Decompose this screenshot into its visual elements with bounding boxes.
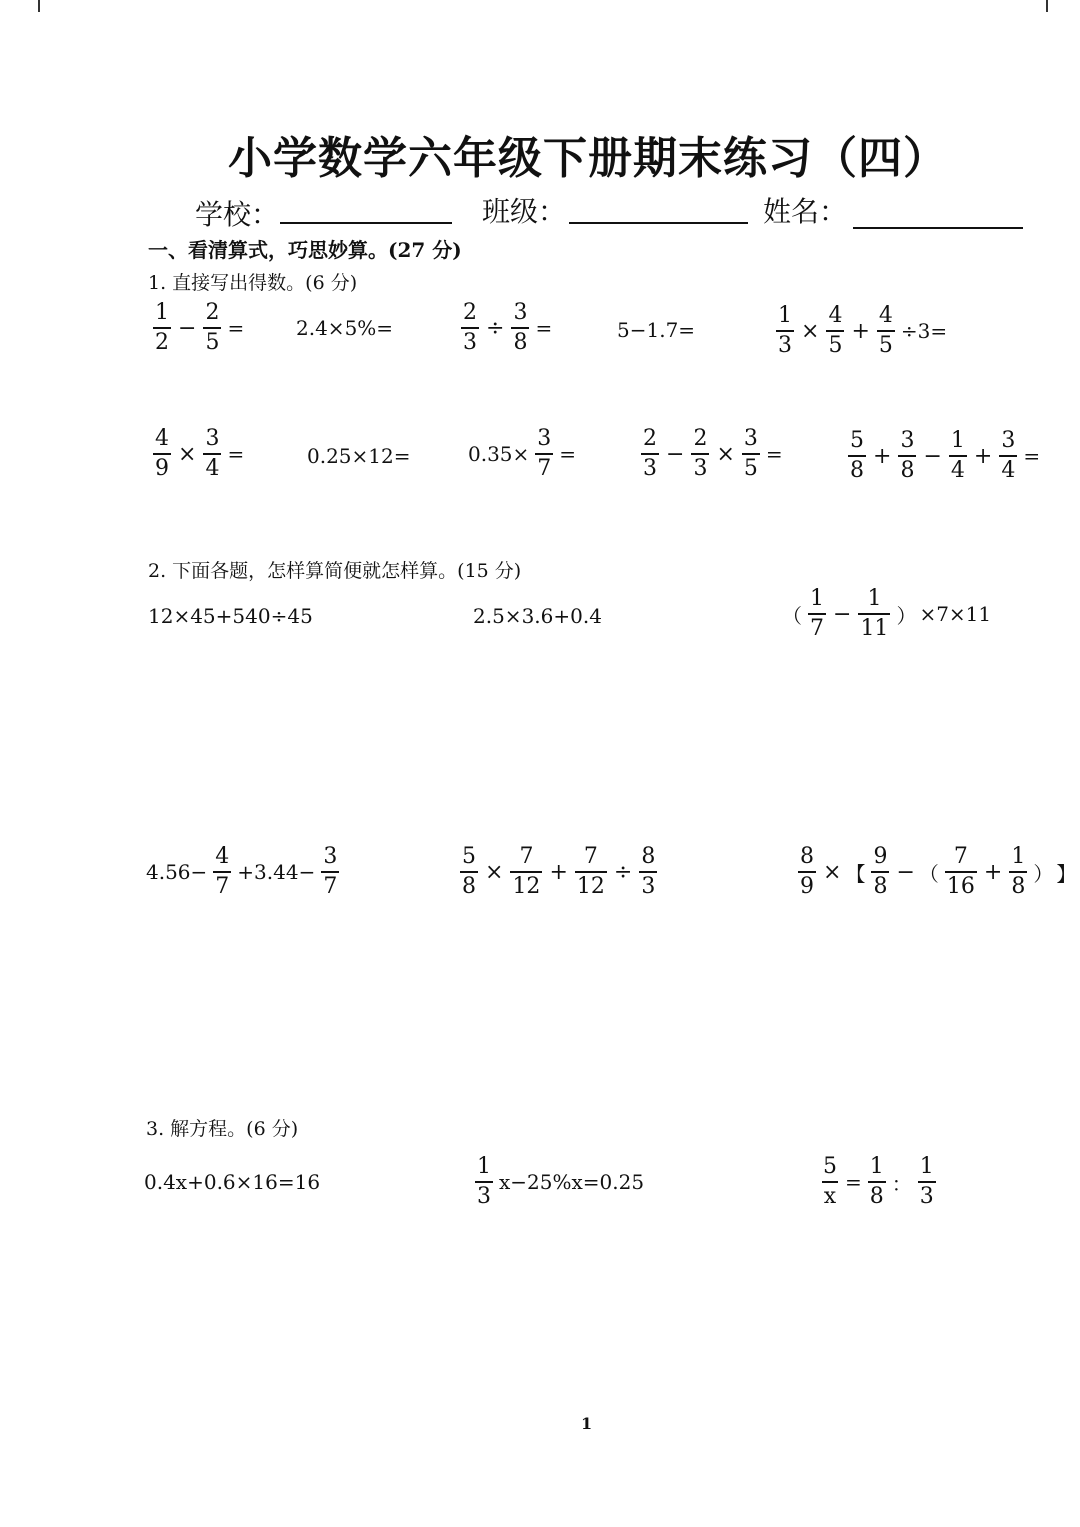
denominator: 5	[877, 330, 895, 357]
numerator: 4	[828, 303, 843, 328]
operator: ÷	[486, 315, 505, 341]
operator: −	[896, 859, 915, 885]
expression-tail: ×7×11	[919, 602, 992, 626]
denominator: 8	[460, 871, 478, 898]
right-bracket: 】	[1056, 861, 1077, 886]
fraction	[918, 1156, 936, 1208]
fraction	[153, 428, 171, 480]
equals-sign: =	[535, 316, 553, 340]
right-parenthesis: ）	[896, 603, 917, 628]
section-1-heading: 一、看清算式，巧思妙算。(27 分)	[148, 238, 462, 262]
question-3-heading: 3. 解方程。(6 分)	[146, 1118, 299, 1140]
page-number: 1	[581, 1414, 593, 1433]
operator: −	[178, 315, 197, 341]
question-1b-item-4	[638, 428, 783, 480]
operator: +	[983, 859, 1003, 885]
question-3-item-3	[818, 1156, 939, 1208]
question-1b-item-1	[150, 428, 244, 480]
operator: ×	[823, 859, 842, 885]
equals-sign: =	[227, 442, 245, 466]
fraction	[898, 430, 916, 482]
numerator: 5	[850, 428, 864, 453]
expression-tail: ÷3=	[900, 319, 948, 343]
denominator: 8	[1009, 871, 1027, 898]
denominator: 7	[213, 871, 231, 898]
fraction	[460, 846, 478, 898]
denominator: 7	[808, 613, 826, 640]
operator: ×	[485, 859, 504, 885]
fraction	[575, 846, 607, 898]
denominator: 8	[868, 1181, 886, 1208]
equals-sign: =	[845, 1170, 862, 1194]
fraction	[461, 302, 479, 354]
operator: ÷	[613, 859, 633, 885]
denominator: 3	[776, 330, 794, 357]
question-2-item-4	[146, 846, 342, 898]
fraction	[203, 302, 221, 354]
denominator: 3	[691, 453, 709, 480]
fraction	[511, 302, 529, 354]
question-2-heading: 2. 下面各题，怎样算简便就怎样算。(15 分)	[148, 560, 522, 582]
numerator: 1	[477, 1154, 491, 1179]
expression-tail: x−25%x=0.25	[499, 1170, 645, 1194]
class-label: 班级：	[482, 195, 567, 228]
question-2-item-3	[782, 588, 991, 640]
question-1a-item-1	[150, 302, 244, 354]
numerator: 4	[878, 303, 893, 328]
fraction	[213, 846, 231, 898]
fraction	[871, 846, 889, 898]
equals-sign: =	[765, 442, 783, 466]
numerator: 2	[693, 426, 708, 451]
scan-mark-left	[38, 0, 40, 12]
numerator: 3	[900, 428, 915, 453]
fraction	[868, 1156, 886, 1208]
denominator: 8	[511, 327, 529, 354]
numerator: 3	[1001, 428, 1016, 453]
numerator: 1	[919, 1154, 934, 1179]
numerator: 4	[215, 844, 230, 869]
fraction	[798, 846, 816, 898]
question-1a-item-3	[458, 302, 552, 354]
denominator: x	[822, 1181, 838, 1208]
denominator: 2	[153, 327, 171, 354]
name-label: 姓名：	[763, 195, 848, 228]
question-1b-item-2: 0.25×12=	[307, 444, 411, 468]
ratio-colon: ：	[891, 1171, 912, 1196]
question-1a-item-2: 2.4×5%=	[296, 316, 394, 340]
fraction	[826, 305, 844, 357]
fraction	[742, 428, 760, 480]
fraction	[1009, 846, 1027, 898]
operator: −	[666, 441, 685, 467]
question-2-item-1: 12×45+540÷45	[148, 604, 313, 628]
operator: +	[549, 859, 568, 885]
operator: −	[923, 443, 942, 469]
numerator: 1	[1011, 844, 1026, 869]
denominator: 4	[949, 455, 967, 482]
denominator: 12	[510, 871, 542, 898]
operator: ×	[801, 318, 820, 344]
denominator: 3	[639, 871, 657, 898]
fraction	[475, 1156, 493, 1208]
numerator: 8	[800, 844, 814, 869]
denominator: 8	[871, 871, 889, 898]
denominator: 5	[203, 327, 221, 354]
numerator: 1	[867, 586, 882, 611]
numerator: 3	[537, 426, 552, 451]
denominator: 7	[321, 871, 339, 898]
numerator: 5	[823, 1154, 837, 1179]
fraction	[821, 1156, 839, 1208]
fraction	[510, 846, 542, 898]
numerator: 3	[513, 300, 528, 325]
scan-mark-right	[1046, 0, 1048, 12]
denominator: 5	[742, 453, 760, 480]
operator: ×	[716, 441, 735, 467]
numerator: 1	[778, 303, 792, 328]
numerator: 3	[205, 426, 220, 451]
operator: −	[833, 601, 852, 627]
numerator: 2	[643, 426, 657, 451]
fraction	[321, 846, 339, 898]
denominator: 12	[575, 871, 607, 898]
equals-sign: =	[227, 316, 245, 340]
fraction	[691, 428, 709, 480]
denominator: 9	[798, 871, 816, 898]
operator: +	[973, 443, 993, 469]
right-parenthesis: ）	[1033, 861, 1054, 886]
fraction	[153, 302, 171, 354]
numerator: 2	[205, 300, 220, 325]
class-blank	[569, 222, 748, 224]
question-1a-item-5	[773, 305, 947, 357]
denominator: 8	[848, 455, 866, 482]
denominator: 7	[535, 453, 553, 480]
fraction	[776, 305, 794, 357]
fraction	[999, 430, 1017, 482]
numerator: 9	[873, 844, 888, 869]
fraction	[203, 428, 221, 480]
fraction	[641, 428, 659, 480]
denominator: 3	[461, 327, 479, 354]
question-3-item-2	[472, 1156, 644, 1208]
fraction	[535, 428, 553, 480]
numerator: 3	[323, 844, 338, 869]
denominator: 16	[945, 871, 977, 898]
numerator: 7	[953, 844, 968, 869]
name-blank	[853, 227, 1023, 229]
denominator: 11	[858, 613, 890, 640]
denominator: 3	[918, 1181, 936, 1208]
numerator: 1	[950, 428, 965, 453]
expression-lead: 0.35×	[468, 442, 530, 466]
question-1b-item-3	[468, 428, 576, 480]
equals-sign: =	[559, 442, 577, 466]
question-2-item-6	[795, 846, 1076, 898]
question-3-item-1: 0.4x+0.6×16=16	[144, 1170, 321, 1194]
fraction	[945, 846, 977, 898]
numerator: 8	[641, 844, 656, 869]
fraction	[877, 305, 895, 357]
equals-sign: =	[1023, 444, 1041, 468]
numerator: 7	[583, 844, 598, 869]
left-parenthesis: （	[918, 861, 939, 886]
numerator: 4	[155, 426, 169, 451]
fraction	[848, 430, 866, 482]
numerator: 1	[810, 586, 824, 611]
fraction	[639, 846, 657, 898]
numerator: 1	[155, 300, 169, 325]
operator: +	[851, 318, 870, 344]
numerator: 7	[519, 844, 534, 869]
fraction	[949, 430, 967, 482]
denominator: 9	[153, 453, 171, 480]
school-label: 学校：	[195, 198, 280, 231]
left-bracket: 【	[845, 861, 866, 886]
fraction	[858, 588, 890, 640]
numerator: 3	[743, 426, 758, 451]
question-2-item-5	[457, 846, 660, 898]
fraction	[808, 588, 826, 640]
school-blank	[280, 222, 452, 224]
denominator: 5	[826, 330, 844, 357]
question-2-item-2: 2.5×3.6+0.4	[473, 604, 602, 628]
denominator: 3	[641, 453, 659, 480]
denominator: 4	[999, 455, 1017, 482]
denominator: 8	[898, 455, 916, 482]
question-1-heading: 1. 直接写出得数。(6 分)	[148, 272, 358, 294]
page-title: 小学数学六年级下册期末练习（四）	[228, 133, 948, 184]
numerator: 2	[463, 300, 477, 325]
expression-middle: +3.44−	[237, 860, 316, 884]
left-parenthesis: （	[782, 603, 802, 628]
numerator: 5	[462, 844, 476, 869]
question-1b-item-5	[845, 430, 1040, 482]
numerator: 1	[869, 1154, 884, 1179]
operator: ×	[178, 441, 197, 467]
expression-lead: 4.56−	[146, 860, 208, 884]
denominator: 4	[203, 453, 221, 480]
operator: +	[873, 443, 892, 469]
denominator: 3	[475, 1181, 493, 1208]
question-1a-item-4: 5−1.7=	[617, 318, 696, 342]
